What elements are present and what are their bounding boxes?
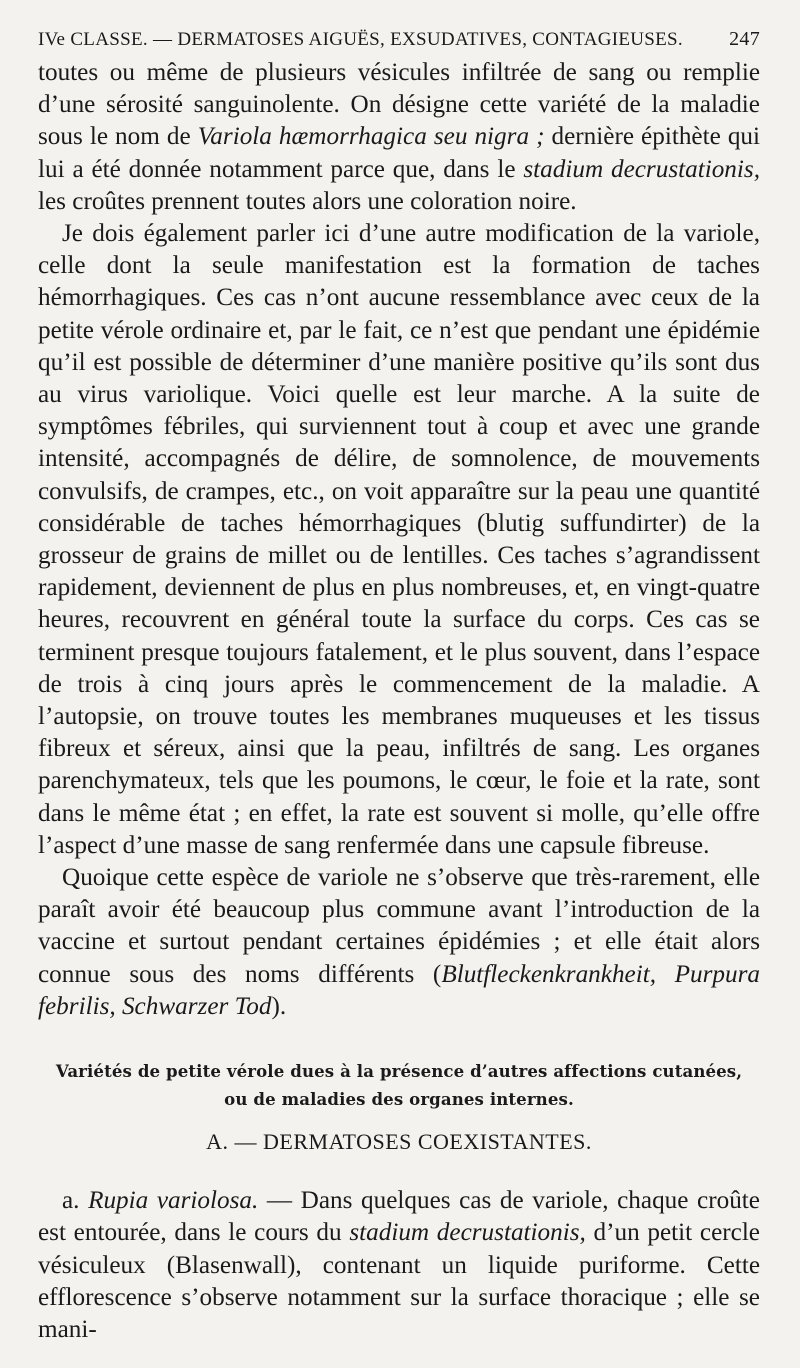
page-number: 247 [729,28,760,50]
paragraph-4-text-c: — Dans quelques cas de variole, chaque croûte est entourée, dans le cours du [38,1187,760,1247]
section-heading-line-1: Variétés de petite vérole dues à la présence d’autres affections cutanées, [55,1061,743,1082]
paragraph-4-italic-stadium: stadium decrustationis, [349,1219,586,1247]
subsection-heading: A. — DERMATOSES COEXISTANTES. [206,1129,592,1155]
paragraph-3 [38,862,760,1023]
paragraph-4 [38,1185,760,1346]
paragraph-4-label: a. [62,1187,89,1215]
running-head-title: IVe CLASSE. — DERMATOSES AIGUËS, EXSUDATIVES, CONTAGIEUSES. [38,29,683,50]
paragraph-2: Je dois également parler ici d’une autre modification de la variole, celle dont la seule manifestation est la formation de taches hémorrhagiques. Ces cas n’ont aucune ressemblance avec ceux de la petite vérole ordinaire et, par le fait, ce n’est que pendant une épidémie qu’il est possible de déterminer d’une manière positive qu’ils sont dus au virus variolique. Voici quelle est leur marche. A la suite de symptômes fébriles, qui surviennent tout à coup et avec une grande intensité, accompagnés de délire, de somnolence, de mouvements convulsifs, de crampes, etc., on voit apparaître sur la peau une quantité considérable de taches hémorrhagiques (blutig suffundirter) de la grosseur de grains de millet ou de lentilles. Ces taches s’agrandissent rapidement, deviennent de plus en plus nombreuses, et, en vingt-quatre heures, recouvrent en général toute la surface du corps. Ces cas se terminent presque toujours fatalement, et le plus souvent, dans l’espace de trois à cinq jours après le commencement de la maladie. A l’autopsie, on trouve toutes les membranes muqueuses et les tissus fibreux et séreux, ainsi que la peau, infiltrés de sang. Les organes parenchymateux, tels que les poumons, le cœur, le foie et la rate, sont dans le même état ; en effet, la rate est souvent si molle, qu’elle offre l’aspect d’une masse de sang renfermée dans une capsule fibreuse. [38,220,760,859]
paragraph-1-text-c: dernière épithète qui lui a été donnée notamment parce que, dans le [38,123,761,183]
paragraph-3-italic-names: Blutfleckenkrankheit, Purpura febrilis, Schwarzer Tod [38,960,761,1020]
paragraph-1-italic-stadium: stadium decrustationis, [523,155,760,183]
paragraph-1-text-a: toutes ou même de plusieurs vésicules infiltrée de sang ou remplie d’une sérosité sanguinolente. On désigne cette variété de la maladie sous le nom de [38,59,760,151]
paragraph-4-italic-rupia: Rupia variolosa. [88,1187,259,1215]
paragraph-3-text-a: Quoique cette espèce de variole ne s’observe que très-rarement, elle paraît avoir été beaucoup plus commune avant l’introduction de la vaccine et surtout pendant certaines épidémies ; et elle était alors connue sous des noms différents ( [38,864,760,988]
running-head [38,28,760,51]
paragraph-1 [38,57,760,218]
paragraph-1-text-e: les croûtes prennent toutes alors une coloration noire. [38,187,577,215]
section-heading-line-2: ou de maladies des organes internes. [224,1089,574,1110]
paragraph-4-text-e: d’un petit cercle vésiculeux (Blasenwall), contenant un liquide puriforme. Cette efflorescence s’observe notamment sur la surface thoracique ; elle se mani- [38,1219,760,1343]
paragraph-1-italic-variola: Variola hæmorrhagica seu nigra ; [197,123,545,151]
paragraph-3-text-c: ). [271,992,287,1020]
